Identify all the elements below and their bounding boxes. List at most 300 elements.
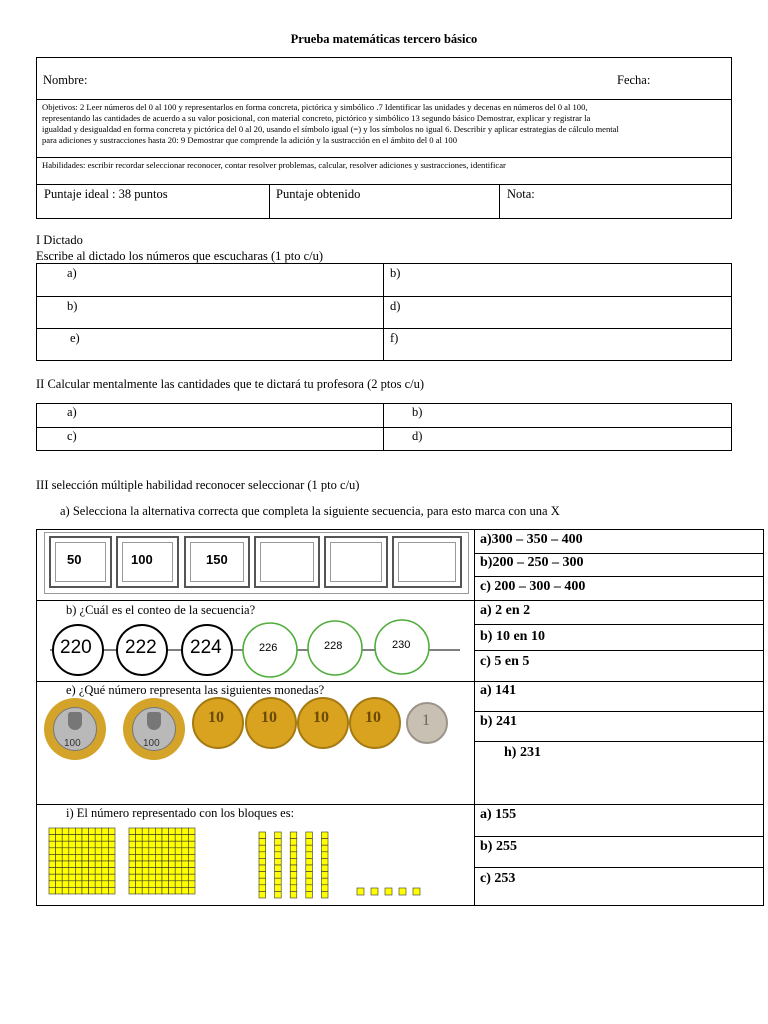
hundred-block-cell: [182, 854, 189, 861]
divider: [36, 157, 732, 158]
hundred-block-cell: [95, 841, 102, 848]
hundred-block-cell: [49, 848, 56, 855]
ten-rod-cell: [321, 845, 328, 852]
hundred-block-cell: [75, 868, 82, 875]
hundred-block-cell: [188, 854, 195, 861]
section2-title: II Calcular mentalmente las cantidades que te dictará tu profesora (2 ptos c/u): [36, 377, 425, 391]
hundred-block-cell: [162, 835, 169, 842]
hundred-block-cell: [95, 881, 102, 888]
divider: [36, 296, 732, 297]
coin-10: [297, 697, 349, 749]
hundred-block-cell: [102, 881, 109, 888]
divider: [474, 624, 764, 625]
section1-title: I Dictado: [36, 233, 83, 247]
hundred-block-cell: [149, 828, 156, 835]
objetivos-line-3: igualdad y desigualdad en forma concreta y pictórica del 0 al 20, usando el símbolo igual (=) y los símbolos no igual 6. Describir y aplicar estrategias de cálculo mental: [42, 124, 619, 134]
hundred-block-cell: [149, 861, 156, 868]
ten-rod-cell: [290, 885, 297, 892]
hundred-block-cell: [69, 828, 76, 835]
coin-10: [192, 697, 244, 749]
ten-rod-cell: [259, 858, 266, 865]
hundred-block-cell: [142, 874, 149, 881]
ten-rod-cell: [290, 891, 297, 898]
hundred-block-cell: [155, 828, 162, 835]
q1-option-c[interactable]: c) 200 – 300 – 400: [480, 579, 586, 594]
hundred-block-cell: [62, 854, 69, 861]
hundred-block-cell: [108, 874, 115, 881]
coin-value: 10: [365, 709, 381, 726]
hundred-block-cell: [129, 828, 136, 835]
unit-cube: [413, 888, 420, 895]
hundred-block-cell: [175, 868, 182, 875]
sequence-box-4[interactable]: [254, 536, 320, 588]
ten-rod-cell: [321, 832, 328, 839]
hundred-block-cell: [169, 861, 176, 868]
hundred-block-cell: [136, 841, 143, 848]
hundred-block-cell: [188, 887, 195, 894]
hundred-block-cell: [75, 841, 82, 848]
coin-value: 10: [261, 709, 277, 726]
ten-rod-cell: [306, 845, 313, 852]
hundred-block-cell: [62, 848, 69, 855]
hundred-block-cell: [136, 881, 143, 888]
ten-rod-cell: [290, 832, 297, 839]
hundred-block-cell: [95, 828, 102, 835]
count-circle-2: 222: [125, 637, 157, 658]
calculo-cell-c[interactable]: c): [67, 429, 77, 443]
hundred-block-cell: [142, 835, 149, 842]
ten-rod-cell: [275, 832, 282, 839]
hundred-block-cell: [69, 868, 76, 875]
hundred-block-cell: [56, 854, 63, 861]
divider: [474, 529, 475, 906]
hundred-block-cell: [62, 887, 69, 894]
q2-option-b[interactable]: b) 10 en 10: [480, 629, 545, 644]
hundred-block-cell: [182, 835, 189, 842]
base-ten-blocks: [40, 826, 470, 902]
hundred-block-cell: [62, 841, 69, 848]
divider: [36, 804, 764, 805]
hundred-block-cell: [149, 887, 156, 894]
hundred-block-cell: [142, 861, 149, 868]
ten-rod-cell: [275, 872, 282, 879]
hundred-block-cell: [95, 861, 102, 868]
hundred-block-cell: [82, 874, 89, 881]
hundred-block-cell: [175, 841, 182, 848]
hundred-block-cell: [155, 861, 162, 868]
hundred-block-cell: [102, 828, 109, 835]
nota-label[interactable]: Nota:: [507, 187, 535, 201]
hundred-block-cell: [188, 861, 195, 868]
unit-cube: [371, 888, 378, 895]
hundred-block-cell: [89, 848, 96, 855]
ten-rod-cell: [259, 845, 266, 852]
hundred-block-cell: [75, 861, 82, 868]
hundred-block-cell: [108, 828, 115, 835]
hundred-block-cell: [136, 854, 143, 861]
ten-rod-cell: [306, 885, 313, 892]
coin-1: [406, 702, 448, 744]
hundred-block-cell: [175, 854, 182, 861]
ten-rod-cell: [290, 845, 297, 852]
q2-option-a[interactable]: a) 2 en 2: [480, 603, 531, 618]
hundred-block-cell: [169, 841, 176, 848]
ten-rod-cell: [306, 852, 313, 859]
hundred-block-cell: [49, 887, 56, 894]
dictado-cell-a[interactable]: a): [67, 266, 77, 280]
ten-rod-cell: [306, 858, 313, 865]
hundred-block-cell: [49, 868, 56, 875]
hundred-block-cell: [49, 828, 56, 835]
hundred-block-cell: [169, 848, 176, 855]
hundred-block-cell: [69, 841, 76, 848]
coin-10: [245, 697, 297, 749]
hundred-block-cell: [169, 868, 176, 875]
hundred-block-cell: [56, 848, 63, 855]
hundred-block-cell: [162, 854, 169, 861]
hundred-block-cell: [69, 874, 76, 881]
hundred-block-cell: [62, 868, 69, 875]
hundred-block-cell: [56, 887, 63, 894]
sequence-box-3: [184, 536, 250, 588]
unit-cube: [399, 888, 406, 895]
hundred-block-cell: [136, 861, 143, 868]
hundred-block-cell: [82, 861, 89, 868]
ten-rod-cell: [259, 839, 266, 846]
hundred-block-cell: [56, 841, 63, 848]
hundred-block-cell: [89, 881, 96, 888]
hundred-block-cell: [69, 848, 76, 855]
hundred-block-cell: [188, 868, 195, 875]
sequence-box-value: 150: [206, 552, 228, 567]
q4-option-c[interactable]: c) 253: [480, 871, 516, 886]
ten-rod-cell: [321, 839, 328, 846]
coin-value: 100: [143, 738, 160, 749]
hundred-block-cell: [75, 848, 82, 855]
hundred-block-cell: [56, 861, 63, 868]
hundred-block-cell: [182, 868, 189, 875]
divider: [474, 836, 764, 837]
hundred-block-cell: [56, 828, 63, 835]
hundred-block-cell: [69, 861, 76, 868]
hundred-block-cell: [95, 887, 102, 894]
count-circle-1: 220: [60, 637, 92, 658]
hundred-block-cell: [175, 848, 182, 855]
hundred-block-cell: [56, 881, 63, 888]
hundred-block-cell: [49, 861, 56, 868]
hundred-block-cell: [162, 841, 169, 848]
divider: [36, 427, 732, 428]
hundred-block-cell: [155, 848, 162, 855]
ten-rod-cell: [275, 891, 282, 898]
hundred-block-cell: [89, 841, 96, 848]
coin-100: [123, 698, 185, 760]
hundred-block-cell: [49, 841, 56, 848]
count-circle-4: 226: [259, 642, 278, 654]
hundred-block-cell: [175, 835, 182, 842]
hundred-block-cell: [62, 828, 69, 835]
hundred-block-cell: [162, 887, 169, 894]
hundred-block-cell: [149, 868, 156, 875]
ten-rod-cell: [275, 878, 282, 885]
ten-rod-cell: [275, 858, 282, 865]
hundred-block-cell: [162, 861, 169, 868]
hundred-block-cell: [69, 835, 76, 842]
habilidades: Habilidades: escribir recordar seleccionar reconocer, contar resolver problemas, calcular, resolver adiciones y sustracciones, identificar: [42, 160, 506, 170]
hundred-block-cell: [155, 841, 162, 848]
hundred-block-cell: [102, 868, 109, 875]
hundred-block-cell: [62, 861, 69, 868]
ten-rod-cell: [290, 865, 297, 872]
ten-rod-cell: [306, 878, 313, 885]
section3-title: III selección múltiple habilidad reconocer seleccionar (1 pto c/u): [36, 478, 360, 492]
hundred-block-cell: [82, 868, 89, 875]
hundred-block-cell: [182, 881, 189, 888]
ten-rod-cell: [321, 885, 328, 892]
hundred-block-cell: [56, 874, 63, 881]
ten-rod-cell: [306, 832, 313, 839]
hundred-block-cell: [129, 861, 136, 868]
puntaje-obtenido[interactable]: Puntaje obtenido: [276, 187, 361, 201]
hundred-block-cell: [149, 874, 156, 881]
hundred-block-cell: [182, 861, 189, 868]
ten-rod-cell: [321, 852, 328, 859]
sequence-box-5[interactable]: [324, 536, 388, 588]
ten-rod-cell: [290, 858, 297, 865]
hundred-block-cell: [102, 887, 109, 894]
hundred-block-cell: [102, 841, 109, 848]
hundred-block-cell: [108, 848, 115, 855]
hundred-block-cell: [75, 881, 82, 888]
hundred-block-cell: [188, 848, 195, 855]
hundred-block-cell: [95, 848, 102, 855]
divider: [474, 711, 764, 712]
hundred-block-cell: [89, 854, 96, 861]
hundred-block-cell: [169, 881, 176, 888]
hundred-block-cell: [108, 841, 115, 848]
ten-rod-cell: [306, 839, 313, 846]
hundred-block-cell: [82, 841, 89, 848]
divider: [383, 403, 384, 451]
hundred-block-cell: [136, 874, 143, 881]
objetivos-line-1: Objetivos: 2 Leer números del 0 al 100 y representarlos en forma concreta, pictórica y simbólico .7 Identificar las unidades y decenas en números del 0 al 100,: [42, 102, 588, 112]
ten-rod-cell: [275, 852, 282, 859]
sequence-box-value: 50: [67, 552, 82, 567]
coin-value: 10: [313, 709, 329, 726]
sequence-box-1: [49, 536, 112, 588]
hundred-block-cell: [62, 874, 69, 881]
section3-instruction: a) Selecciona la alternativa correcta que completa la siguiente secuencia, para esto marca con una X: [60, 504, 560, 518]
hundred-block-cell: [142, 828, 149, 835]
hundred-block-cell: [169, 828, 176, 835]
hundred-block-cell: [82, 881, 89, 888]
hundred-block-cell: [129, 848, 136, 855]
q3-option-h[interactable]: h) 231: [504, 745, 541, 760]
ten-rod-cell: [259, 852, 266, 859]
hundred-block-cell: [108, 854, 115, 861]
hundred-block-cell: [75, 835, 82, 842]
hundred-block-cell: [162, 828, 169, 835]
hundred-block-cell: [142, 887, 149, 894]
ten-rod-cell: [259, 865, 266, 872]
hundred-block-cell: [56, 835, 63, 842]
hundred-block-cell: [155, 881, 162, 888]
hundred-block-cell: [149, 848, 156, 855]
hundred-block-cell: [89, 868, 96, 875]
ten-rod-cell: [321, 878, 328, 885]
q3-label: e) ¿Qué número representa las siguientes monedas?: [66, 683, 325, 697]
hundred-block-cell: [129, 835, 136, 842]
hundred-block-cell: [89, 861, 96, 868]
ten-rod-cell: [321, 858, 328, 865]
ten-rod-cell: [290, 839, 297, 846]
q1-option-b[interactable]: b)200 – 250 – 300: [480, 555, 584, 570]
hundred-block-cell: [142, 868, 149, 875]
hundred-block-cell: [56, 868, 63, 875]
sequence-box-6[interactable]: [392, 536, 462, 588]
calculo-cell-b[interactable]: b): [412, 405, 423, 419]
divider: [383, 263, 384, 361]
hundred-block-cell: [175, 828, 182, 835]
calculo-cell-d[interactable]: d): [412, 429, 423, 443]
hundred-block-cell: [149, 841, 156, 848]
unit-cube: [385, 888, 392, 895]
hundred-block-cell: [188, 828, 195, 835]
hundred-block-cell: [155, 835, 162, 842]
divider: [474, 576, 764, 577]
q3-option-b[interactable]: b) 241: [480, 714, 517, 729]
hundred-block-cell: [95, 835, 102, 842]
hundred-block-cell: [129, 874, 136, 881]
hundred-block-cell: [89, 874, 96, 881]
sequence-box-2: [116, 536, 179, 588]
hundred-block-cell: [142, 881, 149, 888]
hundred-block-cell: [175, 887, 182, 894]
q4-option-a[interactable]: a) 155: [480, 807, 517, 822]
objetivos-line-4: para adiciones y sustracciones hasta 20: 9 Demostrar que comprende la adición y la sustracción en el ámbito del 0 al 100: [42, 135, 457, 145]
hundred-block-cell: [169, 835, 176, 842]
dictado-cell-b[interactable]: b): [390, 266, 401, 280]
calculo-cell-a[interactable]: a): [67, 405, 77, 419]
hundred-block-cell: [142, 841, 149, 848]
hundred-block-cell: [49, 854, 56, 861]
hundred-block-cell: [129, 854, 136, 861]
hundred-block-cell: [155, 854, 162, 861]
ten-rod-cell: [275, 839, 282, 846]
hundred-block-cell: [175, 861, 182, 868]
hundred-block-cell: [69, 881, 76, 888]
unit-cube: [357, 888, 364, 895]
hundred-block-cell: [136, 887, 143, 894]
dictado-cell-b2[interactable]: b): [67, 299, 78, 313]
q4-label: i) El número representado con los bloques es:: [66, 806, 295, 820]
hundred-block-cell: [82, 835, 89, 842]
ten-rod-cell: [290, 852, 297, 859]
hundred-block-cell: [108, 887, 115, 894]
hundred-block-cell: [102, 835, 109, 842]
hundred-block-cell: [89, 887, 96, 894]
count-circle-5: 228: [324, 640, 343, 652]
hundred-block-cell: [82, 848, 89, 855]
ten-rod-cell: [275, 885, 282, 892]
divider: [474, 650, 764, 651]
dictado-cell-f[interactable]: f): [390, 331, 399, 345]
dictado-cell-d[interactable]: d): [390, 299, 401, 313]
ten-rod-cell: [259, 891, 266, 898]
count-circle-3: 224: [190, 637, 222, 658]
divider: [36, 99, 732, 100]
divider: [474, 741, 764, 742]
ten-rod-cell: [275, 865, 282, 872]
hundred-block-cell: [149, 881, 156, 888]
q2-label: b) ¿Cuál es el conteo de la secuencia?: [66, 603, 256, 617]
hundred-block-cell: [82, 887, 89, 894]
divider: [36, 184, 732, 185]
hundred-block-cell: [136, 835, 143, 842]
q3-option-a[interactable]: a) 141: [480, 683, 517, 698]
coin-100: [44, 698, 106, 760]
hundred-block-cell: [182, 841, 189, 848]
hundred-block-cell: [182, 887, 189, 894]
dictado-cell-e[interactable]: e): [70, 331, 80, 345]
hundred-block-cell: [129, 881, 136, 888]
q2-option-c[interactable]: c) 5 en 5: [480, 654, 530, 669]
ten-rod-cell: [306, 865, 313, 872]
hundred-block-cell: [95, 868, 102, 875]
ten-rod-cell: [259, 885, 266, 892]
hundred-block-cell: [162, 868, 169, 875]
ten-rod-cell: [290, 872, 297, 879]
hundred-block-cell: [162, 881, 169, 888]
sequence-box-value: 100: [131, 552, 153, 567]
hundred-block-cell: [102, 854, 109, 861]
hundred-block-cell: [82, 854, 89, 861]
coin-value: 1: [422, 712, 430, 729]
hundred-block-cell: [182, 874, 189, 881]
q1-option-a[interactable]: a)300 – 350 – 400: [480, 532, 583, 547]
hundred-block-cell: [108, 861, 115, 868]
hundred-block-cell: [49, 874, 56, 881]
hundred-block-cell: [142, 848, 149, 855]
ten-rod-cell: [290, 878, 297, 885]
hundred-block-cell: [162, 874, 169, 881]
q4-option-b[interactable]: b) 255: [480, 839, 517, 854]
hundred-block-cell: [182, 828, 189, 835]
fecha-label[interactable]: Fecha:: [617, 73, 651, 87]
divider: [499, 184, 500, 219]
divider: [474, 867, 764, 868]
nombre-label[interactable]: Nombre:: [43, 73, 88, 87]
page-title: Prueba matemáticas tercero básico: [290, 32, 478, 46]
ten-rod-cell: [306, 872, 313, 879]
hundred-block-cell: [82, 828, 89, 835]
divider: [36, 328, 732, 329]
ten-rod-cell: [321, 872, 328, 879]
hundred-block-cell: [102, 848, 109, 855]
hundred-block-cell: [62, 835, 69, 842]
hundred-block-cell: [49, 881, 56, 888]
ten-rod-cell: [321, 891, 328, 898]
hundred-block-cell: [136, 868, 143, 875]
coin-value: 100: [64, 738, 81, 749]
hundred-block-cell: [162, 848, 169, 855]
hundred-block-cell: [175, 881, 182, 888]
hundred-block-cell: [136, 828, 143, 835]
hundred-block-cell: [129, 868, 136, 875]
ten-rod-cell: [259, 878, 266, 885]
hundred-block-cell: [155, 874, 162, 881]
divider: [36, 681, 764, 682]
